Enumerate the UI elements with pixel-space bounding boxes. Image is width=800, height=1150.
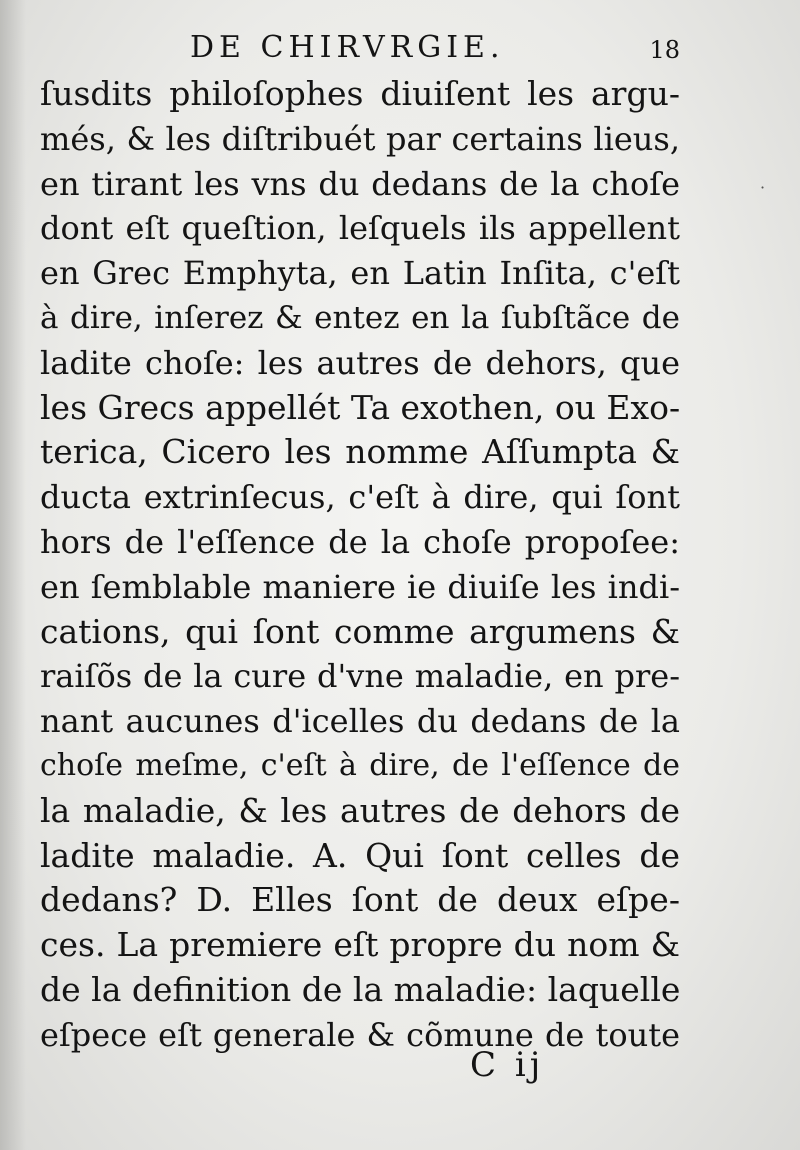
text-line: en Grec Emphyta, en Latin Inſita, c'eſt <box>40 254 680 293</box>
text-line: en ſemblable maniere ie diuiſe les indi- <box>40 567 680 606</box>
text-line: cations, qui ſont comme argumens & <box>40 611 680 651</box>
text-line: dont eſt queſtion, leſquels ils appellent <box>40 209 680 248</box>
text-line: ducta extrinſecus, c'eſt à dire, qui ſont <box>40 478 680 517</box>
page-header <box>40 28 680 68</box>
body-text <box>40 72 680 1058</box>
ink-speck: · <box>760 178 766 197</box>
text-line: ladite maladie. A. Qui ſont celles de <box>40 835 680 875</box>
text-line: hors de l'eſſence de la choſe propoſee: <box>40 522 680 561</box>
text-line: raiſõs de la cure d'vne maladie, en pre- <box>40 657 680 696</box>
text-line: ladite choſe: les autres de dehors, que <box>40 343 680 382</box>
text-line: dedans? D. Elles ſont de deux eſpe- <box>40 880 680 920</box>
text-line: ſusdits philoſophes diuiſent les argu- <box>40 74 680 113</box>
text-line: nant aucunes d'icelles du dedans de la <box>40 702 680 741</box>
text-line: més, & les diſtribuét par certains lieus, <box>40 119 680 158</box>
text-line: à dire, inſerez & entez en la ſubſtãce de <box>40 299 680 336</box>
text-line: les Grecs appellét Ta exothen, ou Exo- <box>40 387 680 427</box>
text-line: choſe meſme, c'eſt à dire, de l'eſſence de <box>40 747 680 783</box>
text-line: la maladie, & les autres de dehors de <box>40 790 680 830</box>
gutter-shadow <box>0 0 26 1150</box>
signature-mark: C ij <box>470 1045 545 1085</box>
text-line: eſpece eſt generale & cõmune de toute <box>40 1015 680 1054</box>
text-line: terica, Cicero les nomme Aſſumpta & <box>40 432 680 472</box>
running-head: DE CHIRVRGIE. <box>190 30 505 65</box>
text-line: de la definition de la maladie: laquelle <box>40 969 680 1009</box>
page-number: 18 <box>649 36 680 64</box>
text-line: ces. La premiere eſt propre du nom & <box>40 925 680 965</box>
text-line: en tirant les vns du dedans de la choſe <box>40 164 680 203</box>
